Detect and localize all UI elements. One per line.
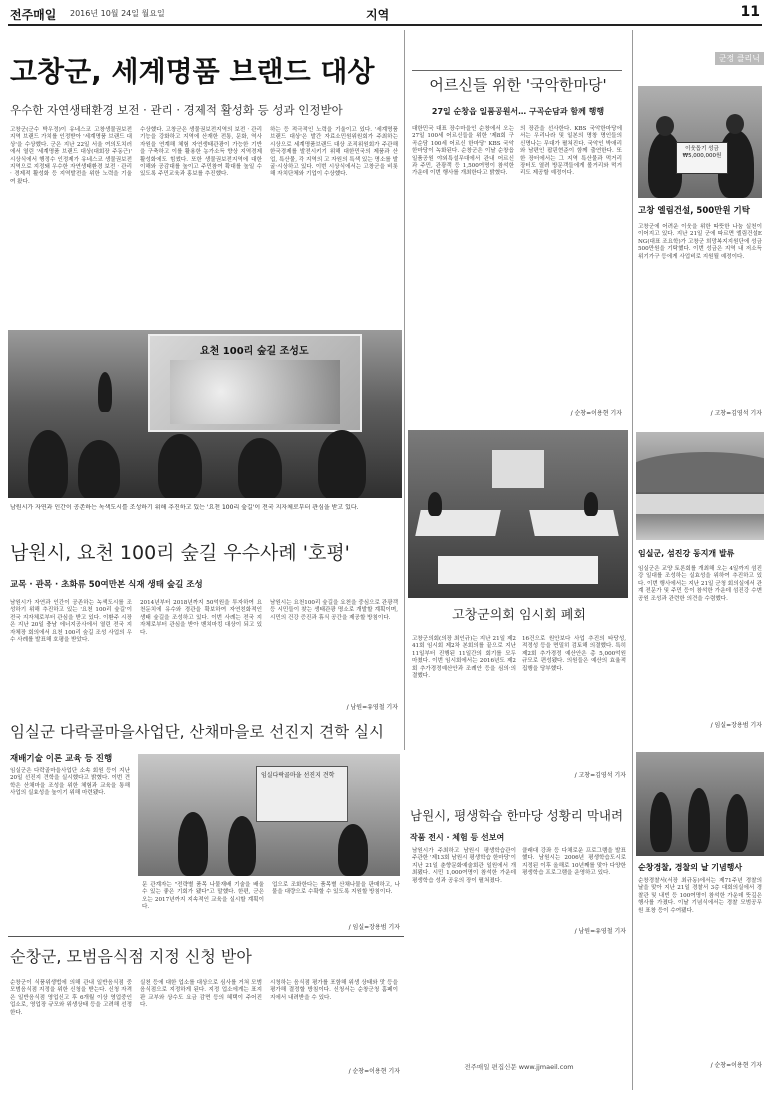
article-imsil (8, 718, 404, 934)
donation-board: 이웃돕기 성금 ₩5,000,000원 (676, 142, 728, 174)
donation-photo (638, 86, 762, 198)
article-happy (408, 800, 630, 940)
council-byline: / 고창=김영석 기자 (574, 772, 626, 779)
paper-name: 전주매일 (10, 8, 57, 22)
bulletin-label: 군정 클리닉 (715, 52, 764, 65)
bulletin-headline: 고창 엘림건설, 500만원 기탁 (638, 206, 750, 216)
council-podium (492, 450, 544, 488)
gukak-top-rule (412, 70, 622, 71)
council-col2: 16건으로 원안보다 사업 추진의 타당성, 적정성 등을 면밀히 검토해 의결했다. 특히 제2회 추가경정 예산안은 총 5,000억원 규모로 편성됐다. 의원들은 예산의 효율적 집행을 당부했다. (522, 636, 626, 672)
imsil-col3: 업으로 조화한다는 품목별 산채나물을 판매하고, 나물을 대량으로 수확할 수 있도록 지원할 방침이다. (272, 882, 400, 896)
food-headline: 순창군, 모범음식점 지정 신청 받아 (10, 947, 252, 966)
article-forest (8, 528, 402, 714)
river-mountain (636, 452, 764, 492)
council-member (584, 492, 598, 516)
police-headline: 순창경찰, 경찰의 날 기념행사 (638, 863, 743, 872)
council-desk-front (438, 556, 598, 584)
brand-col1: 고창군(군수 박우정)이 유네스코 고창생물권보전지역 브랜드 가치를 인정받아 '세계명품 브랜드 대상'을 수상했다. 군은 지난 22일 서울 여의도치러에서 열린 '세계명품 브랜드 대상(대회장 주동근)' 시상식에서 행정수 인정제가 유네스코 생물권보전지역으로 지정돼 우수한 자연생태환경 보전 · 관리 · 경제적 활성화 등 지역발전을 위한 노력을 기울여 왔다. (10, 127, 132, 185)
council-photo (408, 430, 628, 598)
police-byline: / 순창=이용현 기자 (710, 1062, 762, 1069)
jeon-headline: 임실군, 섬진강 동지개 발류 (638, 549, 735, 558)
police-photo (636, 752, 764, 856)
forest-col3: 남원시는 요천100리 숲길을 요천을 중심으로 관광객 등 시민들이 찾는 생태관광 명소로 개발할 계획이며, 시민의 건강 증진과 휴식 공간을 제공할 방침이다. (270, 600, 398, 621)
footer-text: 전주매일 편집신문 www.jjmaeil.com (464, 1063, 574, 1071)
person-right-head (726, 114, 744, 134)
section-title: 지역 (366, 8, 390, 22)
article-brand (8, 30, 402, 348)
forest-briefing-photo (8, 330, 402, 498)
river-water (636, 494, 764, 514)
forest-col2: 2014년부터 2018년까지 50억원을 투자하여 요천둔치에 유수와 경관을 확보하여 자연친화적인 생태 숲길을 조성하고 있다. 이번 사례는 전국 지자체로부터 관심을 받아 벤치마킹 대상이 되고 있다. (140, 600, 262, 636)
forest-photo-caption: 남원시가 자연과 인간이 공존하는 녹색도시를 조성하기 위해 추진하고 있는 '요천 100리 숲길'이 전국 지자체로부터 관심을 받고 있다. (10, 504, 359, 511)
happy-byline: / 남원=유영철 기자 (574, 928, 626, 935)
brand-subhead: 우수한 자연생태환경 보전 · 관리 · 경제적 활성화 등 성과 인정받아 (10, 103, 343, 117)
column-divider (404, 30, 405, 750)
happy-col2: 클래대 강좌 등 다채로운 프로그램을 발표했다. 남원시는 2006년 평생학습도시로 지정된 이후 올해로 10년째를 맞아 다양한 평생학습 프로그램을 운영하고 있다. (522, 848, 626, 877)
imsil-person (338, 824, 368, 876)
audience-5 (318, 430, 366, 498)
bulletin-body: 고창군에 어려운 이웃을 위한 따뜻한 나눔 실천이 이어지고 있다. 지난 21일 군에 따르면 엘림건설ENG(대표 조요학)가 고창군 희망복지지원단에 성금 500만원을 기탁했다. 이번 성금은 지역 내 저소득 위기가구 등에게 사업비로 지원될 예정이다. (638, 224, 762, 260)
police-body: 순창경찰서(서장 최규동)에서는 제71주년 경찰의 날을 맞아 지난 21일 경찰서 3층 대회의실에서 경찰관 및 내빈 등 100여명이 참석한 가운데 뜻깊은 행사를 가졌다. 이날 기념식에서는 경찰 모범공무원 표창 등이 수여됐다. (638, 878, 762, 914)
imsil-byline: / 임실=장용범 기자 (348, 924, 400, 931)
imsil-body: 임실군은 다락골마을사업단 소속 회원 등이 지난 20일 선진지 견학을 실시했다고 밝혔다. 이번 견학은 산채마을 조성을 위한 체험과 교육을 통해 사업의 실효성을 높이기 위해 마련됐다. (10, 768, 130, 797)
brand-headline: 고창군, 세계명품 브랜드 대상 (10, 55, 375, 88)
council-headline: 고창군의회 임시회 폐회 (452, 608, 586, 623)
imsil-sign: 임실다락골마을 선진지 견학 (256, 766, 348, 822)
section-rule (8, 936, 404, 937)
food-byline: / 순창=이용현 기자 (348, 1068, 400, 1075)
council-col1: 고창군의회(의장 최인규)는 지난 21일 제241회 임시회 제2차 본회의를 끝으로 지난 11일부터 진행된 11일간의 회기를 모두 마쳤다. 이번 임시회에서는 2016년도 제2회 추가경정예산안과 조례안 등을 심의·의결했다. (412, 636, 516, 680)
screen-banner: 요천 100리 숲길 조성도 (200, 346, 309, 357)
police-officer (726, 794, 748, 852)
audience-2 (78, 440, 120, 498)
gukak-byline: / 순창=이용현 기자 (570, 410, 622, 417)
gukak-headline: 어르신들 위한 '국악한마당' (429, 76, 607, 94)
forest-subhead: 교목 · 관목 · 초화류 50여만본 식재 생태 숲길 조성 (10, 580, 203, 590)
header-rule (8, 24, 762, 26)
jeon-byline: / 임실=장용범 기자 (710, 722, 762, 729)
council-desk-left (415, 510, 501, 536)
happy-subhead: 작품 전시 · 체험 등 선보여 (410, 833, 505, 842)
imsil-headline: 임실군 다락골마을사업단, 산채마을로 선진지 견학 실시 (10, 723, 384, 741)
jeon-body: 임실군은 교양 토론회를 개최해 오는 4일까지 섬진강 일대를 조성하는 실효성을 위하여 추진하고 있다. 이번 행사에서는 지난 21일 군청 회의실에서 관계 전문가 및 주민 등이 참석한 가운데 섬진강 수변공원 조성과 관련한 의견을 수렴했다. (638, 566, 763, 602)
bulletin (636, 52, 764, 424)
audience-1 (28, 430, 68, 498)
presentation-screen (148, 334, 362, 432)
police-officer (650, 792, 672, 852)
gukak-col1: 대한민국 대표 장수마을인 순창에서 오는 27일 100세 어르신들을 위한 '제8회 구곡순담 100세 어르신 한마당' KBS 국악한마당이 녹화된다. 순창군은 이날 순창읍 일품공원 야외특설무대에서 관내 어르신과 주민, 관광객 등 1,500여명이 참석한 가운데 이번 행사를 개최한다고 밝혔다. (412, 126, 514, 177)
forest-byline: / 남원=유영철 기자 (346, 704, 398, 711)
presenter (98, 372, 112, 412)
article-council (408, 600, 630, 800)
food-col3: 시청하는 음식점 평가를 포함해 위생 상태와 맛 등을 평가해 결정할 방침이다. 신청서는 순창군청 홈페이지에서 내려받을 수 있다. (270, 980, 398, 1001)
bulletin-byline: / 고창=김영석 기자 (710, 410, 762, 417)
masthead (8, 4, 762, 24)
article-police (636, 860, 764, 1076)
police-officer (688, 788, 710, 852)
audience-3 (158, 434, 202, 498)
forest-col1: 남원시가 자연과 인간이 공존하는 녹색도시를 조성하기 위해 추진하고 있는 '요천 100리 숲길'이 전국 지자체로부터 관심을 받고 있다. 이환주 시장은 지난 20일 충남 에너지공사에서 열린 전국 지자체장 회의에서 요천 100리 숲길 조성 사업의 우수 사례를 발표해 호평을 받았다. (10, 600, 132, 644)
imsil-person (228, 816, 256, 876)
council-desk-right (529, 510, 619, 536)
article-gukak (408, 30, 626, 430)
food-col1: 순창군이 식품위생법에 의해 관내 일반음식점 중 모범음식점 지정을 위한 신청을 받는다. 신청 자격은 일반음식점 영업신고 후 6개월 이상 영업중인 업소로, 영업장 규모와 위생상태 등을 고려해 선정한다. (10, 980, 132, 1016)
forest-headline: 남원시, 요천 100리 숲길 우수사례 '호평' (10, 542, 350, 564)
screen-map (170, 360, 340, 424)
imsil-photo (138, 754, 400, 876)
imsil-col2: 문 관계자는 "전략별 품목 나물재배 기술을 배울 수 있는 좋은 기회가 됐다"고 말했다. 한편, 군은 오는 2017년까지 지속적인 교육을 실시할 계획이다. (142, 882, 264, 911)
column-divider (632, 30, 633, 1090)
brand-col3: 하는 등 적극적인 노력을 기울이고 있다. '세계명품 브랜드 대상'은 발간 자료소민원위원회가 주최하는 시상으로 세계명품브랜드 대상 조직위원회가 주관해 한국경제를 발전시키기 위해 대한민국의 제품과 산업, 특산물, 각 지역의 고 자원의 특색 있는 명소를 발굴·시상하고 있다. 이번 시상식에서는 고창군을 비롯해 자치단체와 기업이 수상했다. (270, 127, 398, 178)
imsil-subhead: 재배기술 이론 교육 등 진행 (10, 754, 113, 764)
gukak-subhead: 27일 순창읍 일품공원서… 구곡순담과 함께 행행 (431, 107, 605, 116)
issue-date: 2016년 10월 24일 월요일 (70, 9, 165, 18)
happy-col1: 남원시가 주최하고 남원시 평생학습관이 주관한 '제13회 남원시 평생학습 한마당'이 지난 21일 춘향문화예술회관 일원에서 개최됐다. 시민 1,000여명이 참석한 가운데 평생학습 성과 공유의 장이 펼쳐졌다. (412, 848, 516, 884)
river-photo (636, 432, 764, 540)
food-col2: 실천 등에 대한 업소를 대상으로 심사를 거쳐 모범음식점으로 지정하게 된다. 지정 업소에게는 표지판 교부와 상수도 요금 감면 등의 혜택이 주어진다. (140, 980, 262, 1009)
imsil-person (178, 812, 208, 876)
person-left-head (656, 116, 674, 136)
article-food (8, 938, 404, 1078)
page-number: 11 (740, 4, 760, 20)
audience-4 (238, 438, 282, 498)
gukak-col2: 의 장관을 선사한다. KBS 국악한마당에서는 우리나라 및 일본의 명창 명인들의 신명나는 무대가 펼쳐진다. 국악인 박애리와 남편인 팝핀현준이 함께 출연한다. 또한 장터에서는 그 지역 특산물과 먹거리 장터도 열려 방문객들에게 볼거리와 먹거리도 제공할 예정이다. (520, 126, 622, 177)
council-member (428, 492, 442, 516)
happy-headline: 남원시, 평생학습 한마당 성황리 막내려 (410, 808, 624, 823)
brand-col2: 수상했다. 고창군은 생물권보전지역의 보전 · 관리기능을 강화하고 지역에 산재한 전통, 문화, 역사 자원을 연계해 체험 자연생태관광이 가능한 기반을 구축하고 이를 활용한 농가소득 향상 지역경제 활성화에도 힘썼다. 또한 생물권보전지역에 대한 이해와 공감대를 높이고 주민참여 확대를 높일 수 있도록 주민교육과 홍보를 추진했다. (140, 127, 262, 178)
article-jeon (636, 544, 764, 744)
